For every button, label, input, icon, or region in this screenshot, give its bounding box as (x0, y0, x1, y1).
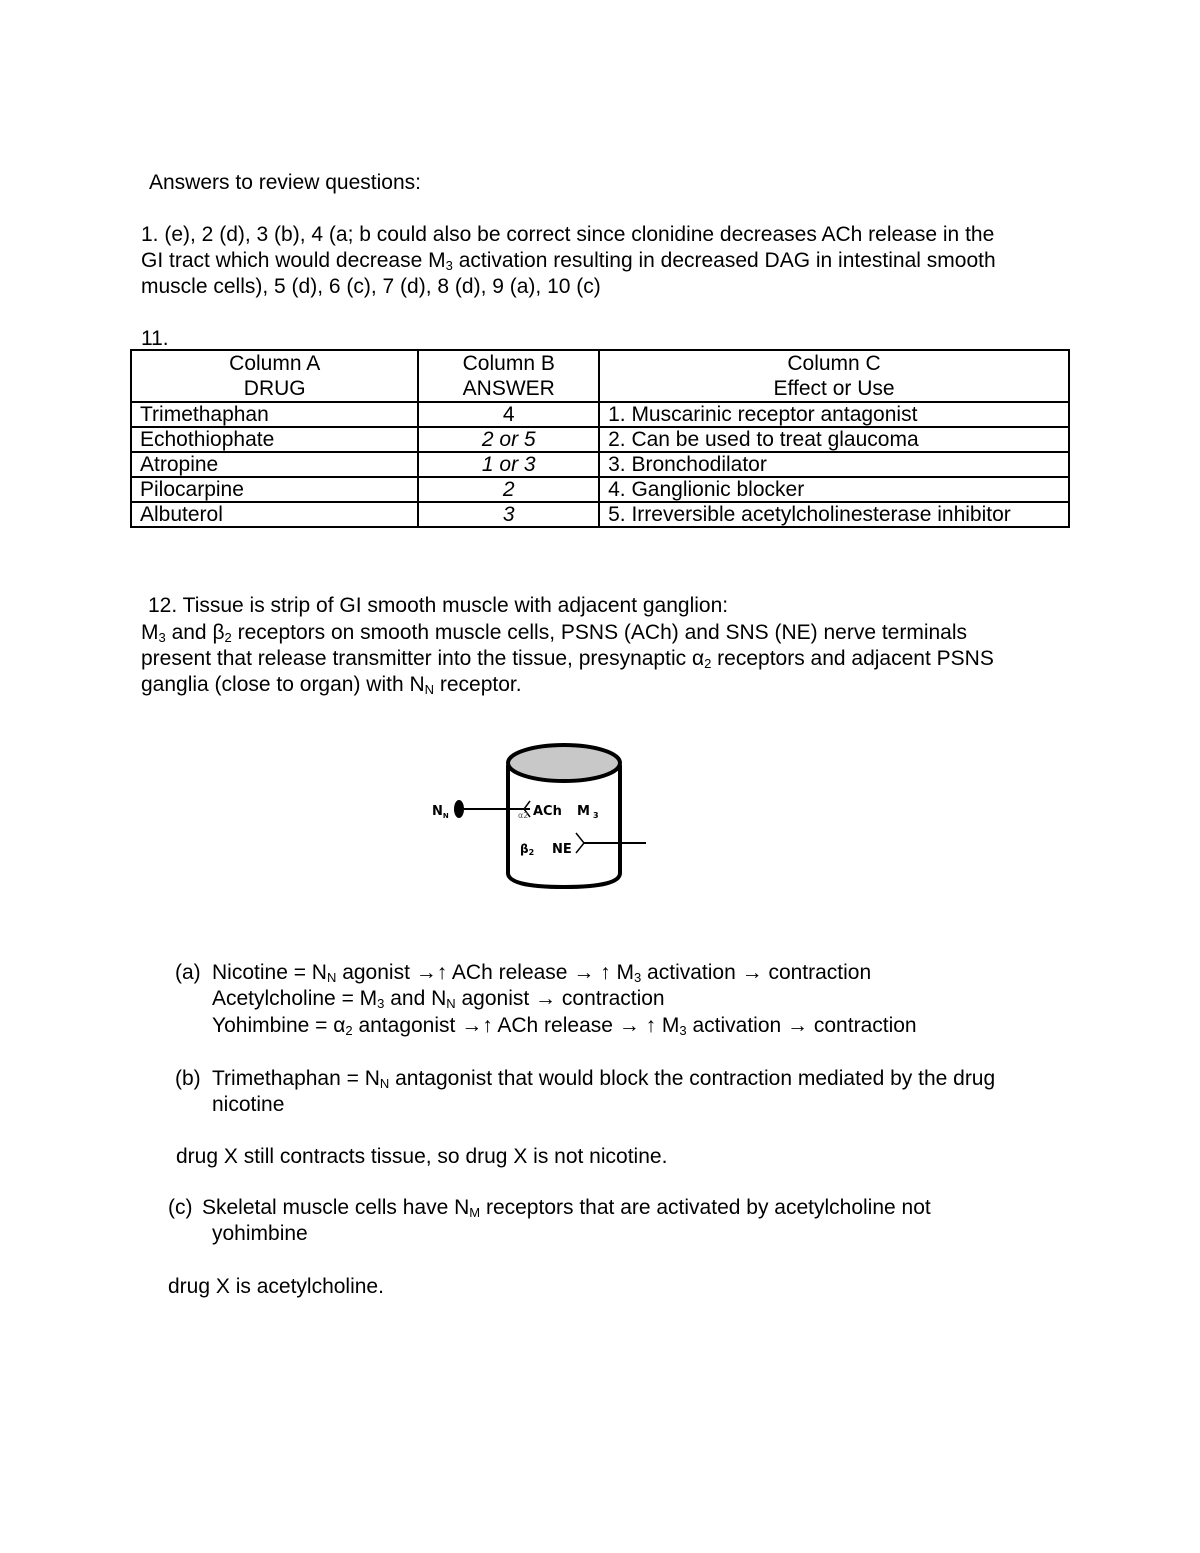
m3-label: M $_3$ (577, 804, 599, 820)
table-row (131, 427, 1069, 452)
answer-cell: 2 (418, 477, 599, 502)
answer-b-conclusion: drug X still contracts tissue, so drug X is not nicotine. (176, 1145, 668, 1168)
answer-cell: 3 (418, 502, 599, 527)
ach-label: ACh (533, 804, 562, 819)
table-row (131, 452, 1069, 477)
tissue-bath-diagram (420, 735, 660, 895)
drug-cell: Echothiophate (131, 427, 418, 452)
final-conclusion: drug X is acetylcholine. (168, 1275, 384, 1298)
ne-label: NE (552, 842, 572, 857)
nn-label: $N_N$ (432, 804, 449, 820)
q1-line-1: 1. (e), 2 (d), 3 (b), 4 (a; b could also be correct since clonidine decreases ACh release in the (141, 223, 995, 246)
intro-heading: Answers to review questions: (149, 171, 421, 194)
table-row (131, 402, 1069, 427)
table-row (131, 502, 1069, 527)
q12-line-3: ganglia (close to organ) with $N_N$ receptor. (141, 673, 522, 697)
q11-label: 11. (141, 327, 169, 350)
effect-cell: 5. Irreversible acetylcholinesterase inhibitor (599, 502, 1069, 527)
drug-cell: Trimethaphan (131, 402, 418, 427)
effect-cell: 3. Bronchodilator (599, 452, 1069, 477)
answer-cell: 1 or 3 (418, 452, 599, 477)
answer-a-line-1: Nicotine = $N_N$ agonist →↑ ACh release → ↑ $M_3$ activation → contraction (212, 961, 872, 985)
q1-line-3: muscle cells), 5 (d), 6 (c), 7 (d), 8 (d), 9 (a), 10 (c) (141, 275, 601, 298)
answer-cell: 2 or 5 (418, 427, 599, 452)
beta2-label: β2 (520, 842, 535, 857)
answer-c-line-1: Skeletal muscle cells have $N_M$ receptors that are activated by acetylcholine not (202, 1196, 931, 1220)
cylinder-top (508, 745, 620, 781)
answer-c-label: (c) (168, 1196, 193, 1219)
cylinder-body (508, 765, 620, 887)
column-b-header: Column B ANSWER (418, 350, 599, 402)
effect-cell: 1. Muscarinic receptor antagonist (599, 402, 1069, 427)
column-c-header: Column C Effect or Use (599, 350, 1069, 402)
q1-line-2: GI tract which would decrease $M_3$ activation resulting in decreased DAG in intestinal smooth (141, 249, 996, 273)
table-header-row (131, 350, 1069, 402)
drug-cell: Albuterol (131, 502, 418, 527)
answer-b-line-2: nicotine (212, 1093, 285, 1116)
effect-cell: 4. Ganglionic blocker (599, 477, 1069, 502)
q12-line-1: $M_3$ and $\beta_2$ receptors on smooth muscle cells, PSNS (ACh) and SNS (NE) nerve terminals (141, 621, 968, 645)
answer-a-label: (a) (175, 961, 201, 984)
answer-a-line-3: Yohimbine = $\alpha_2$ antagonist →↑ ACh release → ↑ $M_3$ activation → contraction (212, 1014, 917, 1038)
drug-cell: Pilocarpine (131, 477, 418, 502)
alpha2-label: α2 (518, 811, 529, 820)
answer-cell: 4 (418, 402, 599, 427)
answer-b-line-1: Trimethaphan = $N_N$ antagonist that would block the contraction mediated by the drug (212, 1067, 996, 1091)
answer-a-line-2: Acetylcholine = $M_3$ and $N_N$ agonist → contraction (212, 987, 665, 1011)
ganglion-body (454, 800, 464, 818)
effect-cell: 2. Can be used to treat glaucoma (599, 427, 1069, 452)
drug-cell: Atropine (131, 452, 418, 477)
table-row (131, 477, 1069, 502)
column-a-header: Column A DRUG (131, 350, 418, 402)
answer-table (130, 349, 1070, 528)
answer-c-line-2: yohimbine (212, 1222, 308, 1245)
q12-heading: 12. Tissue is strip of GI smooth muscle with adjacent ganglion: (148, 594, 729, 617)
answer-b-label: (b) (175, 1067, 201, 1090)
q12-line-2: present that release transmitter into the tissue, presynaptic $\alpha_2$ receptors and adjacent PSNS (141, 647, 994, 671)
